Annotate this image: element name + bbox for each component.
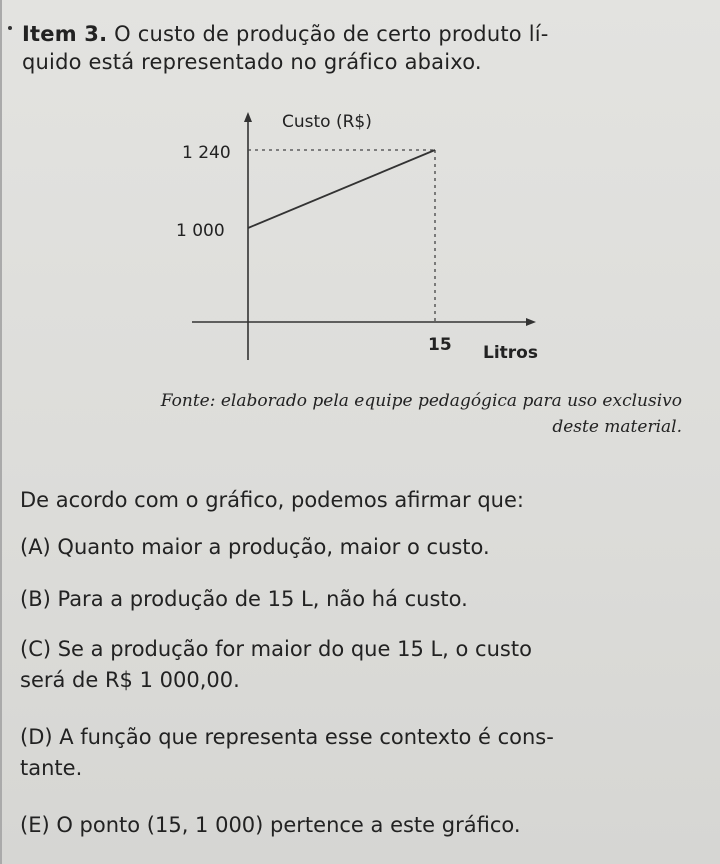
y-axis-label: Custo (R$) <box>282 112 372 132</box>
y-axis-arrow <box>244 112 252 122</box>
option-c-line2: será de R$ 1 000,00. <box>20 668 240 692</box>
x-tick-label-15: 15 <box>428 335 452 355</box>
option-d-line1: (D) A função que representa esse contexto é cons- <box>20 725 554 749</box>
source-line2: deste material. <box>552 417 682 437</box>
item-number: Item 3. <box>22 22 108 46</box>
question-stem: De acordo com o gráfico, podemos afirmar que: <box>20 488 524 512</box>
source-line1: Fonte: elaborado pela equipe pedagógica para uso exclusivo <box>160 391 682 411</box>
option-d <box>20 722 700 784</box>
option-e: (E) O ponto (15, 1 000) pertence a este gráfico. <box>20 813 521 837</box>
x-axis-label: Litros <box>483 343 538 363</box>
option-a: (A) Quanto maior a produção, maior o custo. <box>20 535 490 559</box>
item-text-line1: O custo de produção de certo produto lí- <box>107 22 549 46</box>
option-d-line2: tante. <box>20 756 83 780</box>
source-caption <box>0 388 682 440</box>
item-text-line2: quido está representado no gráfico abaixo. <box>22 50 482 74</box>
y-tick-label-1000: 1 000 <box>176 221 225 241</box>
cost-chart <box>0 0 720 380</box>
y-tick-label-1240: 1 240 <box>182 143 231 163</box>
option-c-line1: (C) Se a produção for maior do que 15 L, o custo <box>20 637 532 661</box>
x-axis-arrow <box>526 318 536 326</box>
series-line-cost <box>248 150 435 228</box>
option-c <box>20 634 700 696</box>
option-b: (B) Para a produção de 15 L, não há custo. <box>20 587 468 611</box>
